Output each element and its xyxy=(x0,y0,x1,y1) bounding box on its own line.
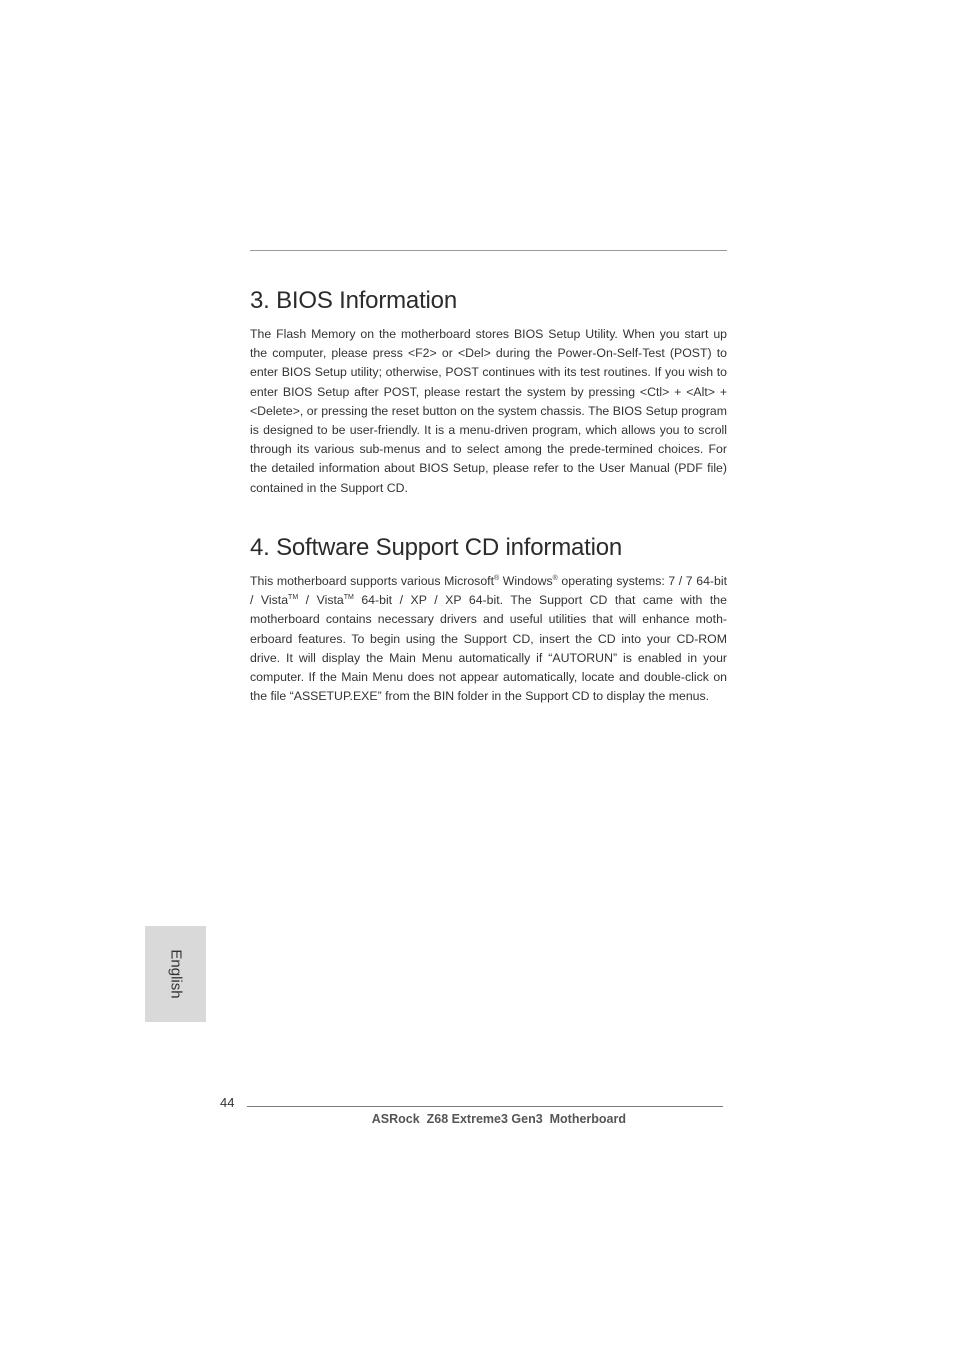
footer-divider xyxy=(247,1106,723,1107)
trademark-mark: TM xyxy=(288,594,299,602)
software-cd-heading: 4. Software Support CD information xyxy=(250,534,623,561)
page-number: 44 xyxy=(220,1095,235,1110)
registered-mark: ® xyxy=(494,575,500,582)
registered-mark: ® xyxy=(552,575,558,582)
software-cd-section xyxy=(250,531,727,706)
footer-product-title: ASRock Z68 Extreme3 Gen3 Motherboard xyxy=(371,1112,626,1126)
software-cd-paragraph xyxy=(250,572,727,706)
trademark-mark: TM xyxy=(343,594,354,602)
language-label: English xyxy=(167,949,184,999)
cd-text-os-list: operating systems: 7 / 7 64-bit / Vista xyxy=(250,574,727,608)
language-tab xyxy=(145,926,206,1022)
bios-heading: 3. BIOS Information xyxy=(250,287,457,314)
top-divider xyxy=(250,250,727,251)
cd-text-rest: 64-bit / XP / XP 64-bit. The Support CD that came with the motherboard contains necessary drivers and useful utilities that will enhance moth-erboard features. To begin using the Support CD, insert the CD into your CD-ROM drive. It will display the Main Menu automatically if “AUTORUN” is enabled in your computer. If the Main Menu does not appear automatically, locate and double-click on the file “ASSETUP.EXE” from the BIN folder in the Support CD to display the menus. xyxy=(250,593,727,704)
cd-text-separator: / Vista xyxy=(298,593,344,608)
bios-paragraph: The Flash Memory on the motherboard stores BIOS Setup Utility. When you start up the computer, please press <F2> or <Del> during the Power-On-Self-Test (POST) to enter BIOS Setup utility; otherwise, POST continues with its test routines. If you wish to enter BIOS Setup after POST, please restart the system by pressing <Ctl> + <Alt> + <Delete>, or pressing the reset button on the system chassis. The BIOS Setup program is designed to be user-friendly. It is a menu-driven program, which allows you to scroll through its various sub-menus and to select among the prede-termined choices. For the detailed information about BIOS Setup, please refer to the User Manual (PDF file) contained in the Support CD. xyxy=(250,327,727,495)
bios-information-section xyxy=(250,284,727,498)
cd-text-intro: This motherboard supports various Microsoft xyxy=(250,574,494,588)
cd-text-windows: Windows xyxy=(499,574,553,588)
